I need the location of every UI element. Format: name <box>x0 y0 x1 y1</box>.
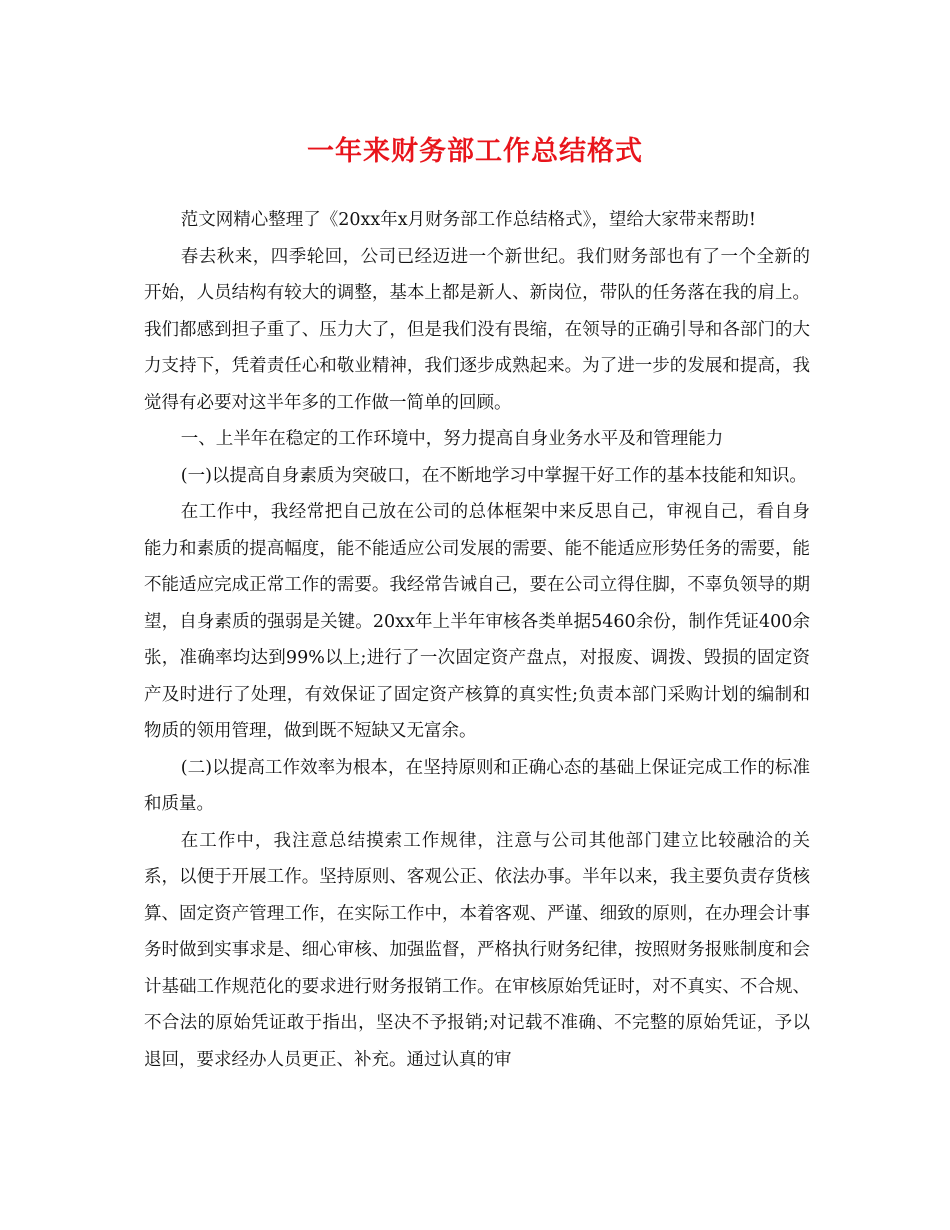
section-heading-1: 一、上半年在稳定的工作环境中，努力提高自身业务水平及和管理能力 <box>180 429 724 449</box>
subsection-heading-1: (一)以提高自身素质为突破口，在不断地学习中掌握干好工作的基本技能和知识。 <box>180 465 807 486</box>
subsection-heading-2: (二)以提高工作效率为根本，在坚持原则和正确心态的基础上保证完成工作的标准和质量。 <box>144 757 810 814</box>
document-title: 一年来财务部工作总结格式 <box>307 136 643 167</box>
document-body <box>144 202 810 1078</box>
paragraph-subsection-2: 在工作中，我注意总结摸索工作规律，注意与公司其他部门建立比较融洽的关系，以便于开展工作。坚持原则、客观公正、依法办事。半年以来，我主要负责存货核算、固定资产管理工作，在实际工作中，本着客观、严谨、细致的原则，在办理会计事务时做到实事求是、细心审核、加强监督，严格执行财务纪律，按照财务报账制度和会计基础工作规范化的要求进行财务报销工作。在审核原始凭证时，对不真实、不合规、不合法的原始凭证敢于指出，坚决不予报销;对记载不准确、不完整的原始凭证，予以退回，要求经办人员更正、补充。通过认真的审 <box>144 830 810 1070</box>
paragraph-opening: 春去秋来，四季轮回，公司已经迈进一个新世纪。我们财务部也有了一个全新的开始，人员结构有较大的调整，基本上都是新人、新岗位，带队的任务落在我的肩上。我们都感到担子重了、压力大了，但是我们没有畏缩，在领导的正确引导和各部门的大力支持下，凭着责任心和敬业精神，我们逐步成熟起来。为了进一步的发展和提高，我觉得有必要对这半年多的工作做一简单的回顾。 <box>144 246 810 413</box>
paragraph-intro: 范文网精心整理了《20xx年x月财务部工作总结格式》，望给大家带来帮助! <box>180 210 756 230</box>
paragraph-subsection-1: 在工作中，我经常把自己放在公司的总体框架中来反思自己，审视自己，看自身能力和素质的提高幅度，能不能适应公司发展的需要、能不能适应形势任务的需要，能不能适应完成正常工作的需要。我经常告诫自己，要在公司立得住脚，不辜负领导的期望，自身素质的强弱是关键。20xx年上半年审核各类单据5460余份，制作凭证400余张，准确率均达到99%以上;进行了一次固定资产盘点，对报废、调拨、毁损的固定资产及时进行了处理，有效保证了固定资产核算的真实性;负责本部门采购计划的编制和物质的领用管理，做到既不短缺又无富余。 <box>144 502 810 741</box>
